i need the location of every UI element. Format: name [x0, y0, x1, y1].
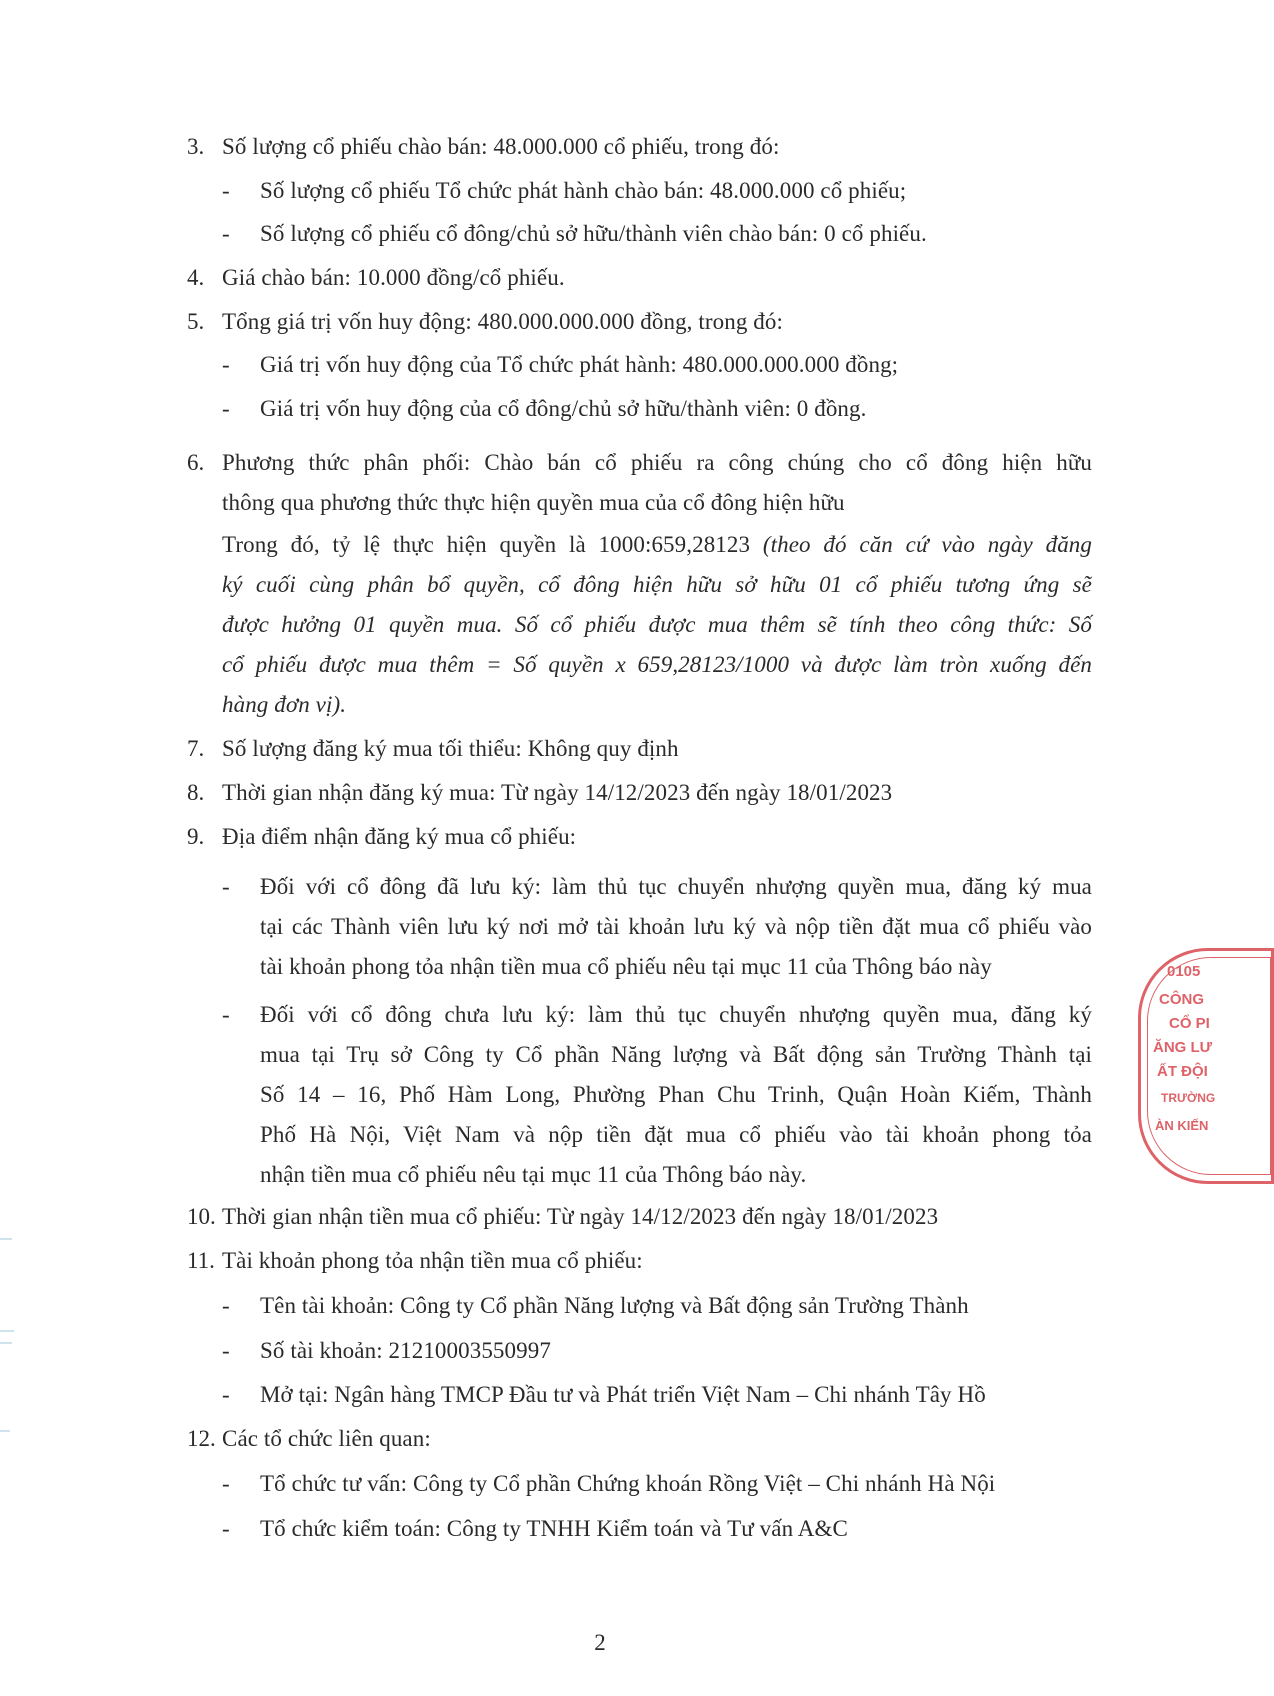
item-5a-text: Giá trị vốn huy động của Tổ chức phát hành: 480.000.000.000 đồng; [260, 352, 899, 377]
seal-text: CÔNG [1159, 991, 1204, 1008]
seal-text: TRƯỜNG [1161, 1091, 1216, 1105]
bullet-dash: - [222, 178, 230, 203]
bullet-dash: - [222, 221, 230, 246]
bullet-dash: - [222, 1382, 230, 1407]
item-9b-line-2: mua tại Trụ sở Công ty Cổ phần Năng lượng và Bất động sản Trường Thành tại [260, 1042, 1092, 1067]
bullet-dash: - [222, 1471, 230, 1496]
item-6-note-line-3: được hưởng 01 quyền mua. Số cổ phiếu được mua thêm sẽ tính theo công thức: Số [222, 612, 1092, 637]
item-5b-text: Giá trị vốn huy động của cổ đông/chủ sở hữu/thành viên: 0 đồng. [260, 396, 867, 421]
bullet-dash: - [222, 396, 230, 421]
item-number-11: 11. [187, 1248, 215, 1273]
item-9b-line-4: Phố Hà Nội, Việt Nam và nộp tiền đặt mua cổ phiếu vào tài khoản phong tỏa [260, 1122, 1092, 1147]
item-10-text: Thời gian nhận tiền mua cổ phiếu: Từ ngày 14/12/2023 đến ngày 18/01/2023 [222, 1204, 939, 1229]
item-number-3: 3. [187, 134, 205, 159]
item-9a-line-3: tài khoản phong tỏa nhận tiền mua cổ phiếu nêu tại mục 11 của Thông báo này [260, 954, 992, 979]
item-number-8: 8. [187, 780, 205, 805]
item-9a-line-1: Đối với cổ đông đã lưu ký: làm thủ tục chuyển nhượng quyền mua, đăng ký mua [260, 874, 1092, 899]
item-7-text: Số lượng đăng ký mua tối thiểu: Không quy định [222, 736, 679, 761]
scan-edge-marks [0, 0, 14, 1696]
item-number-5: 5. [187, 309, 205, 334]
seal-text: 0105 [1167, 963, 1201, 980]
item-8-text: Thời gian nhận đăng ký mua: Từ ngày 14/12/2023 đến ngày 18/01/2023 [222, 780, 893, 805]
seal-text: ĂNG LƯ [1153, 1039, 1213, 1056]
item-6-note-line-4: cổ phiếu được mua thêm = Số quyền x 659,28123/1000 và được làm tròn xuống đến [222, 652, 1092, 677]
item-3b-text: Số lượng cổ phiếu cổ đông/chủ sở hữu/thành viên chào bán: 0 cổ phiếu. [260, 221, 927, 246]
item-number-12: 12. [187, 1426, 216, 1451]
item-4-text: Giá chào bán: 10.000 đồng/cổ phiếu. [222, 265, 565, 290]
item-9b-line-5: nhận tiền mua cổ phiếu nêu tại mục 11 của Thông báo này. [260, 1162, 807, 1187]
item-6-note-line-1 [222, 530, 1092, 560]
item-9b-line-1: Đối với cổ đông chưa lưu ký: làm thủ tục chuyển nhượng quyền mua, đăng ký [260, 1002, 1092, 1027]
item-6-note-line-5: hàng đơn vị). [222, 692, 347, 717]
item-6-note-line-2: ký cuối cùng phân bổ quyền, cổ đông hiện hữu sở hữu 01 cổ phiếu tương ứng sẽ [222, 572, 1092, 597]
bullet-dash: - [222, 1002, 230, 1027]
bullet-dash: - [222, 1516, 230, 1541]
item-9a-line-2: tại các Thành viên lưu ký nơi mở tài khoản lưu ký và nộp tiền đặt mua cổ phiếu vào [260, 914, 1092, 939]
item-6-line-1: Phương thức phân phối: Chào bán cổ phiếu ra công chúng cho cổ đông hiện hữu [222, 450, 1092, 475]
seal-text: CỔ PI [1169, 1015, 1210, 1032]
item-11c-text: Mở tại: Ngân hàng TMCP Đầu tư và Phát triển Việt Nam – Chi nhánh Tây Hồ [260, 1382, 986, 1407]
note-italic-text: (theo đó căn cứ vào ngày đăng [762, 532, 1092, 557]
item-3a-text: Số lượng cổ phiếu Tổ chức phát hành chào bán: 48.000.000 cổ phiếu; [260, 178, 907, 203]
bullet-dash: - [222, 1338, 230, 1363]
page-number: 2 [594, 1630, 606, 1655]
item-11a-text: Tên tài khoản: Công ty Cổ phần Năng lượng và Bất động sản Trường Thành [260, 1293, 969, 1318]
item-9-text: Địa điểm nhận đăng ký mua cổ phiếu: [222, 824, 577, 849]
item-5-text: Tổng giá trị vốn huy động: 480.000.000.000 đồng, trong đó: [222, 309, 783, 334]
item-number-9: 9. [187, 824, 205, 849]
seal-text: ÀN KIẾN [1155, 1118, 1209, 1133]
item-number-4: 4. [187, 265, 205, 290]
seal-text: ẤT ĐỘI [1157, 1063, 1208, 1080]
item-12-text: Các tổ chức liên quan: [222, 1426, 431, 1451]
note-plain-text: Trong đó, tỷ lệ thực hiện quyền là 1000:659,28123 [222, 532, 763, 557]
company-seal-stamp [1138, 948, 1274, 1184]
bullet-dash: - [222, 874, 230, 899]
bullet-dash: - [222, 1293, 230, 1318]
item-6-line-2: thông qua phương thức thực hiện quyền mua của cổ đông hiện hữu [222, 490, 845, 515]
item-11-text: Tài khoản phong tỏa nhận tiền mua cổ phiếu: [222, 1248, 643, 1273]
item-number-7: 7. [187, 736, 205, 761]
bullet-dash: - [222, 352, 230, 377]
item-11b-text: Số tài khoản: 21210003550997 [260, 1338, 551, 1363]
item-number-6: 6. [187, 450, 205, 475]
item-number-10: 10. [187, 1204, 216, 1229]
item-12b-text: Tổ chức kiểm toán: Công ty TNHH Kiểm toán và Tư vấn A&C [260, 1516, 848, 1541]
item-3-text: Số lượng cổ phiếu chào bán: 48.000.000 cổ phiếu, trong đó: [222, 134, 780, 159]
item-12a-text: Tổ chức tư vấn: Công ty Cổ phần Chứng khoán Rồng Việt – Chi nhánh Hà Nội [260, 1471, 996, 1496]
item-9b-line-3: Số 14 – 16, Phố Hàm Long, Phường Phan Chu Trinh, Quận Hoàn Kiếm, Thành [260, 1082, 1092, 1107]
